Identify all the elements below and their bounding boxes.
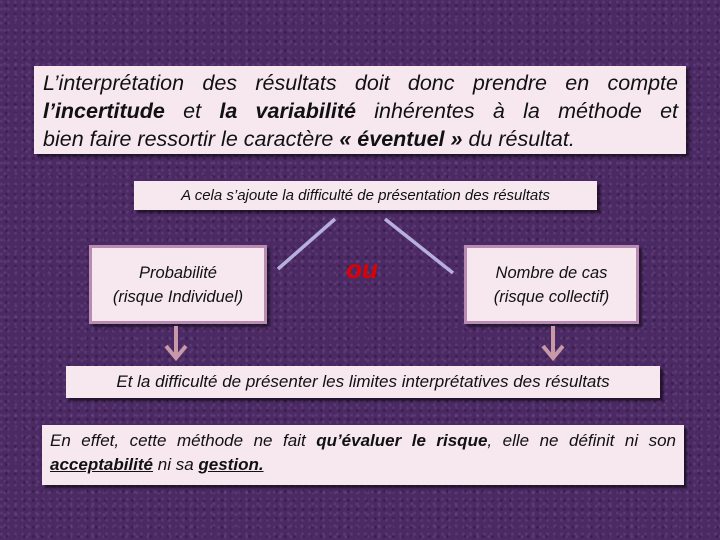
term-eventuel: « éventuel »	[339, 127, 463, 151]
down-arrow-icon	[540, 324, 566, 362]
or-label: ou	[346, 254, 378, 284]
probability-box	[89, 245, 267, 324]
case-count-box	[464, 245, 639, 324]
case-count-subtitle: (risque collectif)	[493, 288, 610, 306]
effect-text-box: En effet, cette méthode ne fait qu’évaluer le risque, elle ne définit ni son acceptabilité ni sa gestion.	[42, 425, 684, 485]
probability-subtitle: (risque Individuel)	[112, 288, 244, 306]
probability-title: Probabilité	[139, 264, 217, 282]
term-incertitude: l’incertitude	[43, 99, 165, 123]
case-count-title: Nombre de cas	[495, 264, 608, 282]
limits-label: Et la difficulté de présenter les limites interprétatives des résultats	[66, 366, 660, 398]
down-arrow-icon	[163, 324, 189, 362]
intro-line-1: L’interprétation des résultats doit donc prendre en compte	[43, 71, 678, 95]
difficulty-label: A cela s’ajoute la difficulté de présentation des résultats	[134, 181, 597, 210]
term-gestion: gestion.	[198, 455, 264, 474]
term-variabilite: la variabilité	[219, 99, 356, 123]
term-acceptabilite: acceptabilité	[50, 455, 153, 474]
left-connector-line	[278, 219, 335, 269]
emphasis-evaluer-risque: qu’évaluer le risque	[316, 431, 488, 450]
right-connector-line	[385, 219, 453, 273]
intro-line-3: bien faire ressortir le caractère « éventuel » du résultat.	[43, 127, 575, 151]
intro-line-2: l’incertitude et la variabilité inhérentes à la méthode et	[43, 99, 679, 123]
intro-text-box	[34, 66, 686, 154]
